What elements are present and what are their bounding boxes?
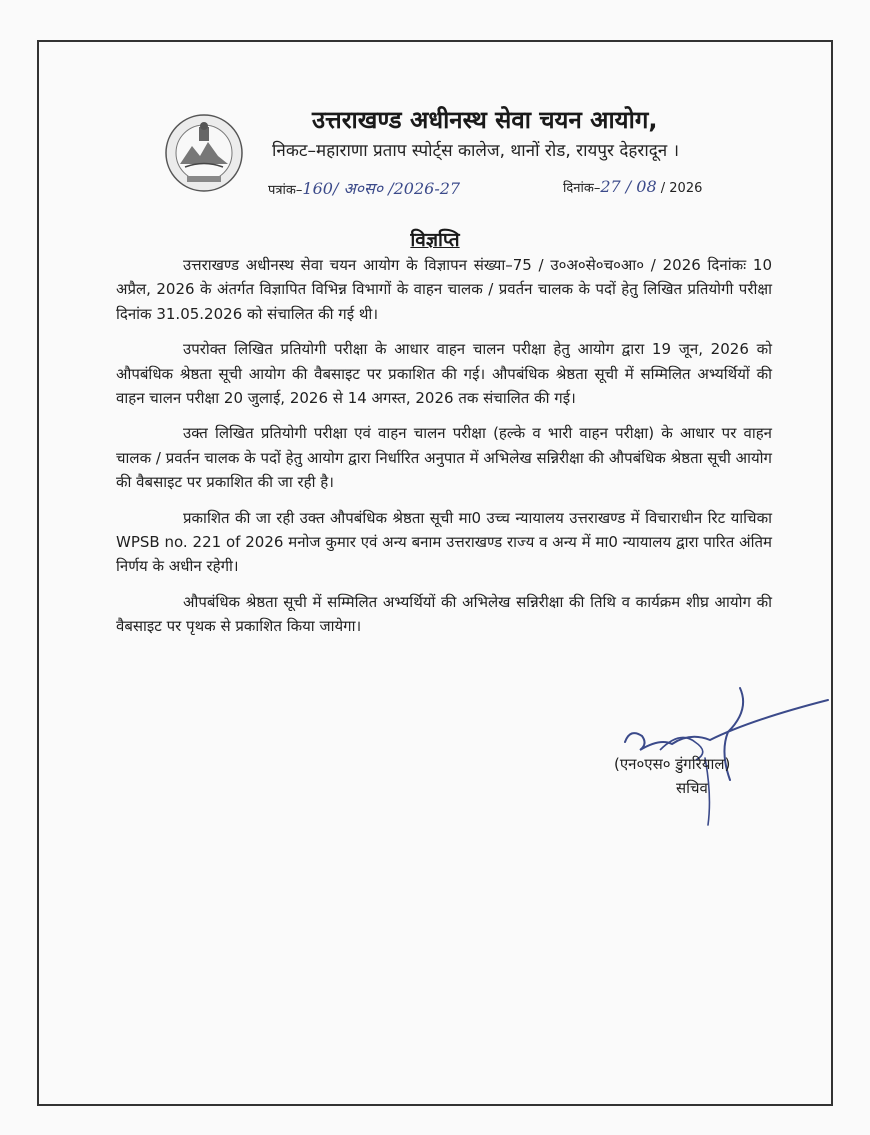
notice-title: विज्ञप्ति [410, 229, 460, 251]
commission-emblem-icon [163, 112, 245, 194]
letter-number-handwritten: 160/ अ०स० /2026-27 [302, 179, 461, 198]
date-line [563, 177, 702, 196]
date-label: दिनांक– [563, 181, 601, 196]
letter-number-line [268, 177, 460, 199]
notice-paragraph: औपबंधिक श्रेष्ठता सूची में सम्मिलित अभ्यर्थियों की अभिलेख सन्निरीक्षा की तिथि व कार्यक्रम शीघ्र आयोग की वैबसाइट पर पृथक से प्रकाशित किया जायेगा। [116, 592, 772, 636]
letter-number-label: पत्रांक– [268, 183, 303, 198]
notice-body [116, 253, 772, 650]
organization-address: निकट–महाराणा प्रताप स्पोर्ट्स कालेज, थानों रोड, रायपुर देहरादून । [272, 141, 680, 161]
notice-paragraph: उक्त लिखित प्रतियोगी परीक्षा एवं वाहन चालन परीक्षा (हल्के व भारी वाहन परीक्षा) के आधार पर वाहन चालक / प्रवर्तन चालक के पदों हेतु आयोग द्वारा निर्धारित अनुपात में अभिलेख सन्निरीक्षा की औपबंधिक श्रेष्ठता सूची आयोग की वैबसाइट पर प्रकाशित की जा रही है। [116, 424, 772, 492]
date-year: / 2026 [660, 181, 703, 196]
date-handwritten: 27 / 08 [600, 177, 657, 196]
organization-name: उत्तराखण्ड अधीनस्थ सेवा चयन आयोग, [312, 106, 658, 134]
notice-paragraph: उत्तराखण्ड अधीनस्थ सेवा चयन आयोग के विज्ञापन संख्या–75 / उ०अ०से०च०आ० / 2026 दिनांकः 10 अप्रैल, 2026 के अंतर्गत विज्ञापित विभिन्न विभागों के वाहन चालक / प्रवर्तन चालक के पदों हेतु लिखित प्रतियोगी परीक्षा दिनांक 31.05.2026 को संचालित की गई थी। [116, 256, 772, 323]
signatory-name: (एन०एस० डुंगरियाल) [614, 755, 731, 773]
signatory-designation: सचिव [676, 779, 708, 797]
notice-paragraph: उपरोक्त लिखित प्रतियोगी परीक्षा के आधार वाहन चालन परीक्षा हेतु आयोग द्वारा 19 जून, 2026 को औपबंधिक श्रेष्ठता सूची आयोग की वैबसाइट पर प्रकाशित की गई। औपबंधिक श्रेष्ठता सूची में सम्मिलित अभ्यर्थियों की वाहन चालन परीक्षा 20 जुलाई, 2026 से 14 अगस्त, 2026 तक संचालित की गई। [116, 340, 772, 408]
notice-paragraph: प्रकाशित की जा रही उक्त औपबंधिक श्रेष्ठता सूची मा0 उच्च न्यायालय उत्तराखण्ड में विचाराधीन रिट याचिका WPSB no. 221 of 2026 मनोज कुमार एवं अन्य बनाम उत्तराखण्ड राज्य व अन्य में मा0 न्यायालय द्वारा पारित अंतिम निर्णय के अधीन रहेगी। [116, 508, 772, 576]
